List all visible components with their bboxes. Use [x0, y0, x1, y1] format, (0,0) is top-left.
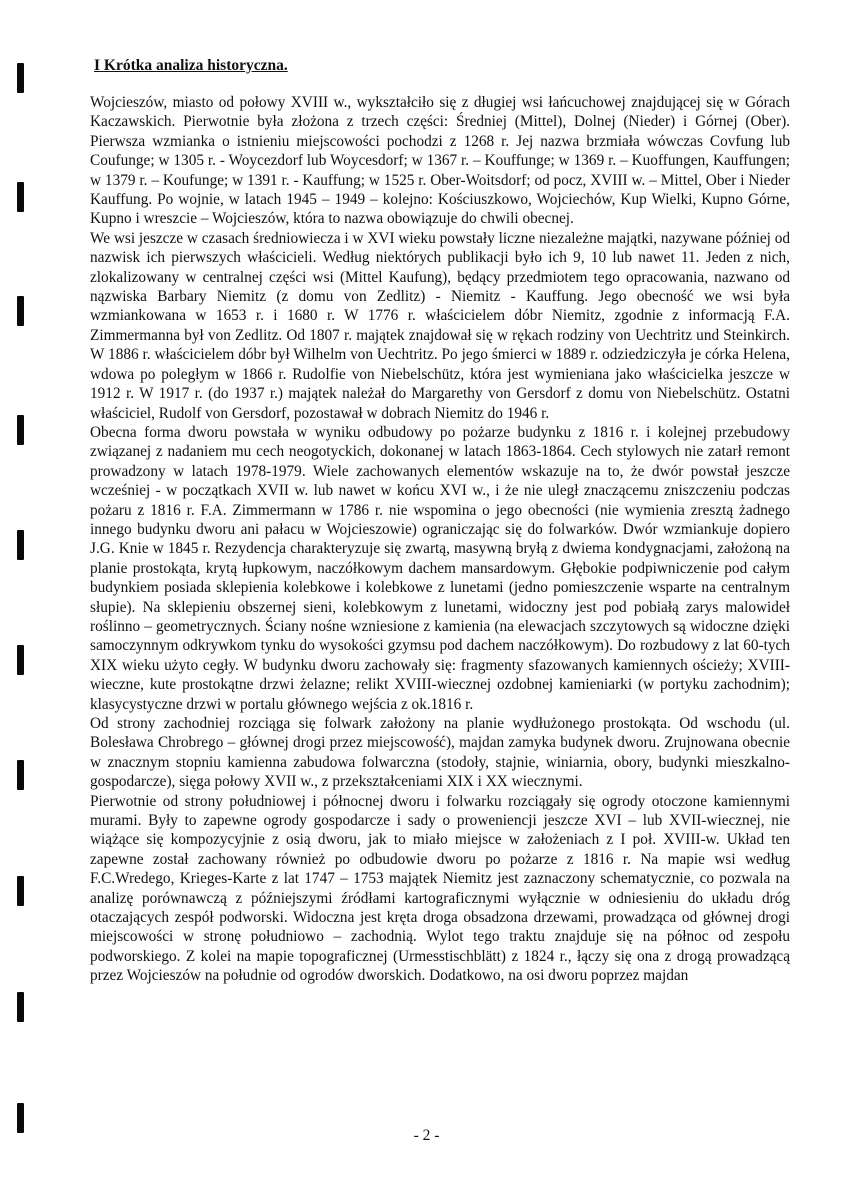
binder-hole-mark	[17, 296, 24, 326]
binder-hole-mark	[17, 876, 24, 906]
paragraph: Pierwotnie od strony południowej i północnej dworu i folwarku rozciągały się ogrody otoczone kamiennymi murami. Były to zapewne ogrody gospodarcze i sady o proweniencji jeszcze XVI – lub XVII-wiecznej, nie wiążące się kompozycyjnie z osią dworu, jak to miało miejsce w założeniach z I poł. XVIII-w. Układ ten zapewne został zachowany również po odbudowie dworu po pożarze z 1816 r. Na mapie wsi według F.C.Wredego, Krieges-Karte z lat 1747 – 1753 majątek Niemitz jest zaznaczony schematycznie, co pozwala na analizę porównawczą z późniejszymi źródłami kartograficznymi wyłącznie w odniesieniu do układu dróg otaczających zespół podworski. Widoczna jest kręta droga obsadzona drzewami, prowadząca od głównej drogi miejscowości w stronę południowo – zachodnią. Wylot tego traktu znajduje się na północ od zespołu podworskiego. Z kolei na mapie topograficznej (Urmesstischblätt) z 1824 r., łączy się ona z drogą prowadzącą przez Wojcieszów na południe od ogrodów dworskich. Dodatkowo, na osi dworu poprzez majdan	[90, 792, 790, 985]
binder-hole-mark	[17, 182, 24, 212]
binder-hole-mark	[17, 530, 24, 560]
page-number: - 2 -	[413, 1127, 440, 1144]
paragraph: Od strony zachodniej rozciąga się folwark założony na planie wydłużonego prostokąta. Od wschodu (ul. Bolesława Chrobrego – głównej drogi przez miejscowość), majdan zamyka budynek dworu. Zrujnowana obecnie w znacznym stopniu kamienna zabudowa folwarczna (stodoły, stajnie, winiarnia, obory, budynki mieszkalno-gospodarcze), sięga połowy XVII w., z przekształceniami XIX i XX wiecznymi.	[90, 715, 790, 791]
section-heading: I Krótka analiza historyczna.	[94, 57, 288, 74]
binder-hole-mark	[17, 760, 24, 790]
body-text	[90, 93, 790, 986]
binder-hole-mark	[17, 63, 24, 93]
binder-hole-mark	[17, 645, 24, 675]
paragraph: Wojcieszów, miasto od połowy XVIII w., wykształciło się z długiej wsi łańcuchowej znajdującej się w Górach Kaczawskich. Pierwotnie była złożona z trzech części: Średniej (Mittel), Dolnej (Nieder) i Górnej (Ober). Pierwsza wzmianka o istnieniu miejscowości pochodzi z 1268 r. Jej nazwa brzmiała wówczas Covfung lub Coufunge; w 1305 r. - Woycezdorf lub Woycesdorf; w 1367 r. – Kouffunge; w 1369 r. – Kuoffungen, Kauffungen; w 1379 r. – Koufunge; w 1391 r. - Kauffung; w 1525 r. Ober-Woitsdorf; od pocz, XVIII w. – Mittel, Ober i Nieder Kauffung. Po wojnie, w latach 1945 – 1949 – kolejno: Kościuszkowo, Wojciechów, Kup Wielki, Kupno Górne, Kupno i wreszcie – Wojcieszów, która to nazwa obowiązuje do chwili obecnej.	[90, 94, 790, 228]
paragraph: We wsi jeszcze w czasach średniowiecza i w XVI wieku powstały liczne niezależne majątki, nazywane później od nazwisk ich pierwszych właścicieli. Według niektórych publikacji było ich 9, 10 lub nawet 11. Jeden z nich, zlokalizowany w centralnej części wsi (Mittel Kaufung), będący przedmiotem tego opracowania, nazwano od nązwiska Barbary Niemitz (z domu von Zedlitz) - Niemitz - Kauffung. Jego obecność we wsi była wzmiankowana w 1653 r. i 1680 r. W 1776 r. właścicielem dóbr Niemitz, zgodnie z informacją F.A. Zimmermanna był von Zedlitz. Od 1807 r. majątek znajdował się w rękach rodziny von Uechtritz und Steinkirch. W 1886 r. właścicielem dóbr był Wilhelm von Uechtritz. Po jego śmierci w 1889 r. odziedziczyła je córka Helena, wdowa po poległym w 1866 r. Rudolfie von Niebelschütz, która jest wymieniana jako właścicielka jeszcze w 1912 r. W 1917 r. (do 1937 r.) majątek należał do Margarethy von Gersdorf z domu von Niebelschütz. Ostatni właściciel, Rudolf von Gersdorf, pozostawał w dobrach Niemitz do 1946 r.	[90, 229, 790, 422]
binder-hole-mark	[17, 992, 24, 1022]
paragraph: Obecna forma dworu powstała w wyniku odbudowy po pożarze budynku z 1816 r. i kolejnej przebudowy związanej z nadaniem mu cech neogotyckich, dokonanej w latach 1863-1864. Cech stylowych nie zatarł remont prowadzony w latach 1978-1979. Wiele zachowanych elementów wskazuje na to, że dwór powstał jeszcze wcześniej - w początkach XVII w. lub nawet w końcu XVI w., i że nie uległ znaczącemu zniszczeniu podczas pożaru z 1816 r. F.A. Zimmermann w 1786 r. nie wspomina o jego obecności (nie wymienia zresztą żadnego innego budynku dworu ani pałacu w Wojcieszowie) ograniczając się do folwarków. Dwór wzmiankuje dopiero J.G. Knie w 1845 r. Rezydencja charakteryzuje się zwartą, masywną bryłą z dwiema kondygnacjami, założoną na planie prostokąta, krytą łupkowym, naczółkowym dachem mansardowym. Głębokie podpiwniczenie pod całym budynkiem posiada sklepienia kolebkowe i kolebkowe z lunetami (jedno pomieszczenie wsparte na centralnym słupie). Na sklepieniu obszernej sieni, kolebkowym z lunetami, widoczny jest pod pobiałą zarys malowideł roślinno – geometrycznych. Ściany nośne wzniesione z kamienia (na elewacjach szczytowych są widoczne dzięki samoczynnym odkrywkom tynku do wysokości gzymsu pod dachem naczółkowym). Do rozbudowy z lat 60-tych XIX wieku użyto cegły. W budynku dworu zachowały się: fragmenty sfazowanych kamiennych ościeży; XVIII-wieczne, kute prostokątne drzwi żelazne; relikt XVIII-wiecznej ozdobnej kamieniarki (w portyku zachodnim); klasycystyczne drzwi w portalu głównego wejścia z ok.1816 r.	[90, 423, 790, 713]
binder-hole-mark	[17, 415, 24, 445]
